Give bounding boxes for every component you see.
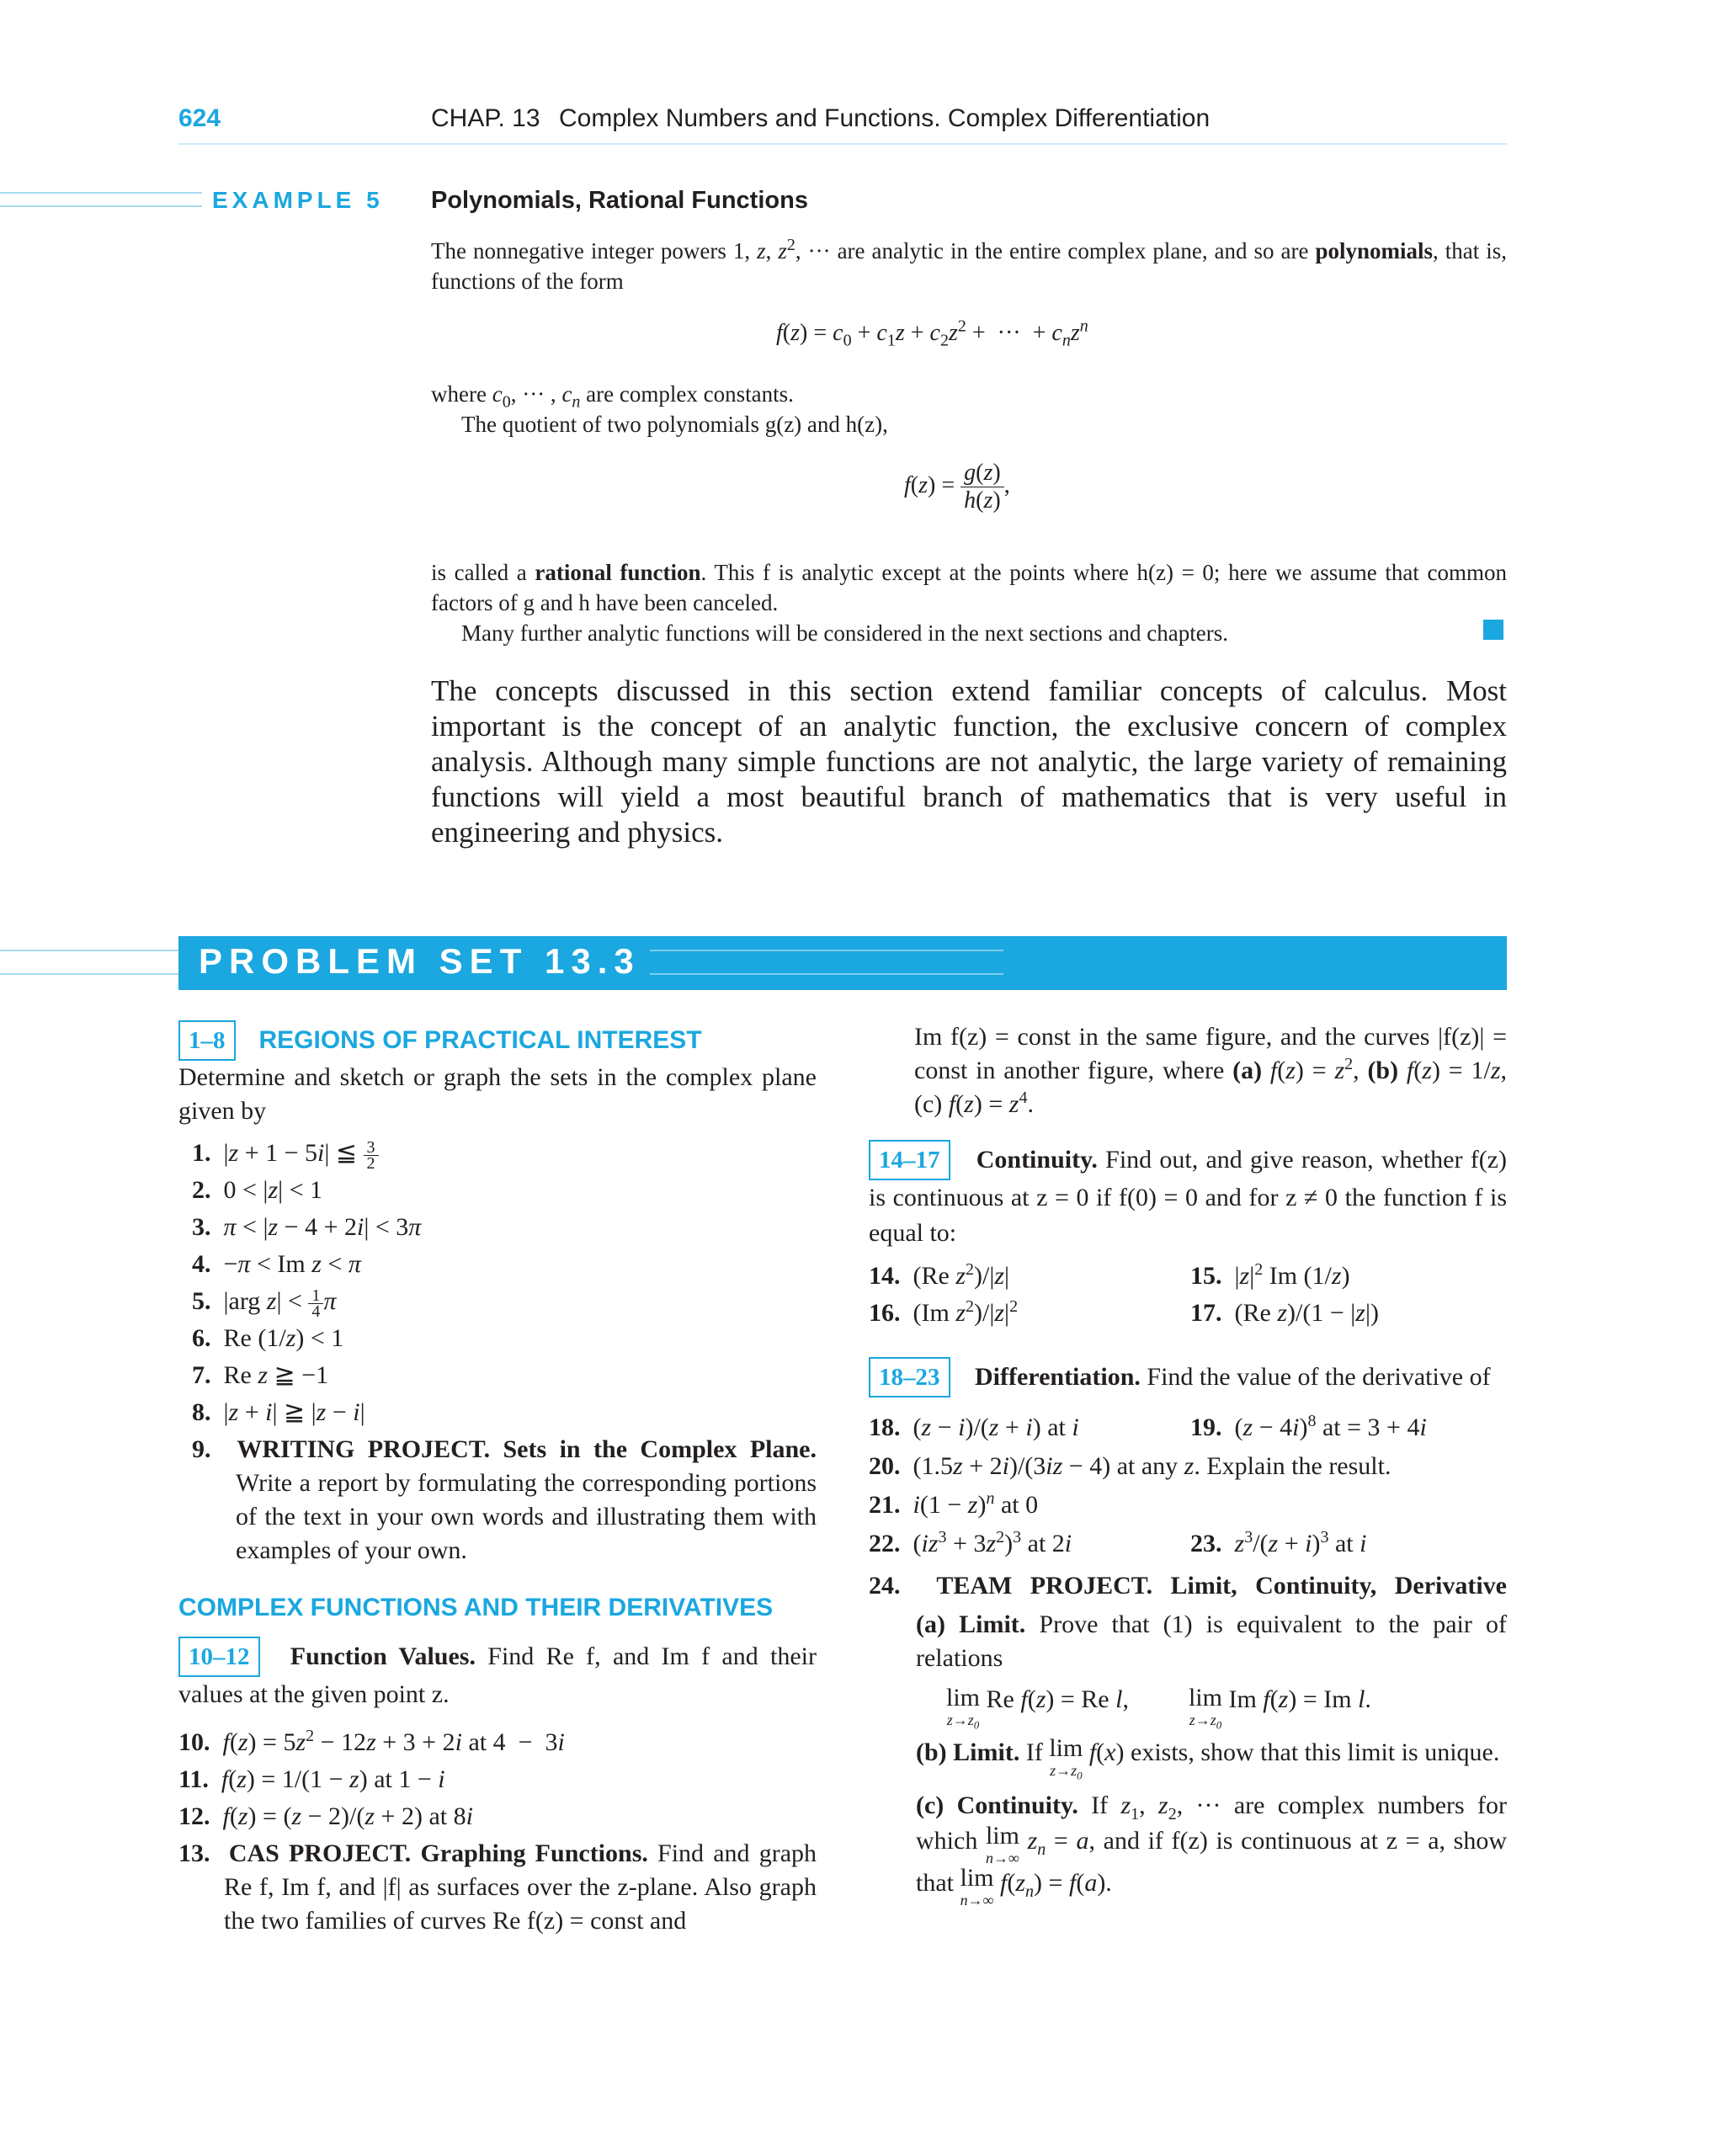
problem-18: 18. (z − i)/(z + i) at i (869, 1413, 1079, 1441)
group-1-8-intro: Determine and sketch or graph the sets in the complex plane given by (178, 1063, 817, 1125)
right-column (869, 1020, 1507, 1908)
problem-24b: (b) Limit. If lim $z\to z_0$ f(x) exists, show that this limit is unique. (916, 1734, 1500, 1782)
group-18-23-heading: 18–23 Differentiation. Find the value of the derivative of (869, 1357, 1507, 1397)
problem-5: 5. |arg z| < $\frac{1}{4}$ π (192, 1286, 337, 1321)
example-title: Polynomials, Rational Functions (431, 187, 808, 214)
group-1-8-heading (178, 1020, 817, 1061)
problem-24-title: 24. TEAM PROJECT. Limit, Continuity, Derivative (869, 1572, 1507, 1600)
problem-set-title: PROBLEM SET 13.3 (199, 941, 641, 981)
end-of-example-icon (1483, 620, 1503, 640)
problem-13: 13. CAS PROJECT. Graphing Functions. Find and graph Re f, Im f, and |f| as surfaces over the z-plane. Also graph the two families of curves Re f(z) = const and (178, 1839, 817, 1935)
page-header (178, 104, 1507, 145)
chapter-title: Complex Numbers and Functions. Complex Differentiation (559, 104, 1211, 132)
problem-24a: (a) Limit. Prove that (1) is equivalent to the pair of relations (916, 1610, 1507, 1672)
problem-21: 21. $i(1 - z)^n$ at 0 (869, 1489, 1039, 1519)
subheading-complex-functions: COMPLEX FUNCTIONS AND THEIR DERIVATIVES (178, 1594, 774, 1621)
problem-16: 16. (Im $z^2)/|z|^2$ (869, 1297, 1019, 1327)
example-label: EXAMPLE 5 (212, 187, 384, 213)
problem-set-rule-left (0, 950, 178, 975)
problem-2: 2. 0 < |z| < 1 (192, 1176, 323, 1204)
polynomial-equation: $f(z) = c_0 + c_1z + c_2z^2$ + ··· + $c_nz^n$ (776, 317, 1088, 350)
problem-24c: (c) Continuity. If $z_1$, $z_2$, ··· are complex numbers for which lim n→∞ $z_n = a$, and if f(z) is continuous at z = a, show that lim n→∞ $f(z_n) = f(a)$. (916, 1791, 1508, 1908)
example-paragraph-1: The nonnegative integer powers 1, z, $z^2$, ··· are analytic in the entire complex plane, and so are polynomials, that is, functions of the form (431, 236, 1508, 294)
group-1-8-title: REGIONS OF PRACTICAL INTEREST (258, 1026, 702, 1054)
problem-22: 22. $(iz^3 + 3z^2)^3$ at 2i (869, 1528, 1072, 1557)
problem-8: 8. |z + i| ≧ |z − i| (192, 1398, 365, 1426)
group-10-12-heading: 10–12 Function Values. Find Re f, and Im f and their values at the given point z. (178, 1637, 817, 1712)
problem-20: 20. (1.5z + 2i)/(3iz − 4) at any z. Explain the result. (869, 1452, 1391, 1480)
problem-set-banner (178, 936, 1507, 990)
problem-9: 9. WRITING PROJECT. Sets in the Complex Plane. Write a report by formulating the corresponding portions of the text in your own words and illustrating them with examples of your own. (192, 1435, 817, 1564)
problem-7: 7. Re z ≧ −1 (192, 1361, 329, 1389)
problem-11: 11. f(z) = 1/(1 − z) at 1 − i (178, 1765, 445, 1793)
problem-4: 4. −π < Im z < π (192, 1250, 361, 1278)
group-10-12-range: 10–12 (178, 1637, 260, 1677)
problem-10: 10. $f(z) = 5z^2 - 12z + 3 + 2i$ at 4 − 3i (178, 1727, 565, 1756)
group-14-17-range: 14–17 (869, 1140, 950, 1180)
left-column (178, 1020, 817, 1938)
example-rule (0, 192, 202, 207)
group-1-8-range: 1–8 (178, 1020, 236, 1061)
example-paragraph-2: where $c_0$, ··· , $c_n$ are complex constants. The quotient of two polynomials g(z) and h(z), (431, 381, 888, 437)
page-number: 624 (178, 104, 221, 132)
example-paragraph-3: is called a rational function. This f is analytic except at the points where h(z) = 0; here we assume that common factors of g and h have been canceled. Many further analytic functions will be considered in the next sections and chapters. (431, 560, 1507, 646)
problem-1: 1. |z + 1 − 5i| ≦ $\frac{3}{2}$ (192, 1135, 817, 1172)
problem-17: 17. (Re z)/(1 − |z|) (1190, 1299, 1379, 1327)
problem-3: 3. π < |z − 4 + 2i| < 3π (192, 1213, 422, 1241)
problem-15: 15. $|z|^2$ Im (1/z) (1190, 1260, 1350, 1290)
problem-6: 6. Re (1/z) < 1 (192, 1324, 344, 1352)
problem-13-continued: Im f(z) = const in the same figure, and the curves |f(z)| = const in another figure, where (a) $f(z) = z^2$, (b) f(z) = 1/z, (c) $f(z) = z^4$. (914, 1023, 1507, 1118)
section-summary: The concepts discussed in this section extend familiar concepts of calculus. Most important is the concept of an analytic function, the exclusive concern of complex analysis. Although many simple functions are not analytic, the large variety of remaining functions will yield a most beautiful branch of mathematics that is very useful in engineering and physics. (431, 674, 1507, 849)
group-14-17-heading: 14–17 Continuity. Find out, and give reason, whether f(z) is continuous at z = 0 if f(0) = 0 and for z ≠ 0 the function f is equal to: (869, 1140, 1507, 1251)
problem-24a-limits: lim $z\to z_0$ Re f(z) = Re l, lim $z\to z_0$ Im f(z) = Im l. (946, 1684, 1371, 1732)
problem-12: 12. f(z) = (z − 2)/(z + 2) at 8i (178, 1802, 473, 1830)
chapter-label: CHAP. 13 (431, 104, 540, 132)
problem-19: 19. $(z - 4i)^8$ at = 3 + 4i (1190, 1412, 1427, 1441)
rational-function-equation: f(z) = $\frac{g(z)}{h(z)}$ , (904, 460, 1010, 514)
group-18-23-range: 18–23 (869, 1357, 950, 1397)
problem-14: 14. (Re $z^2)/|z|$ (869, 1260, 1010, 1290)
problem-23: 23. $z^3/(z + i)^3$ at i (1190, 1528, 1367, 1557)
